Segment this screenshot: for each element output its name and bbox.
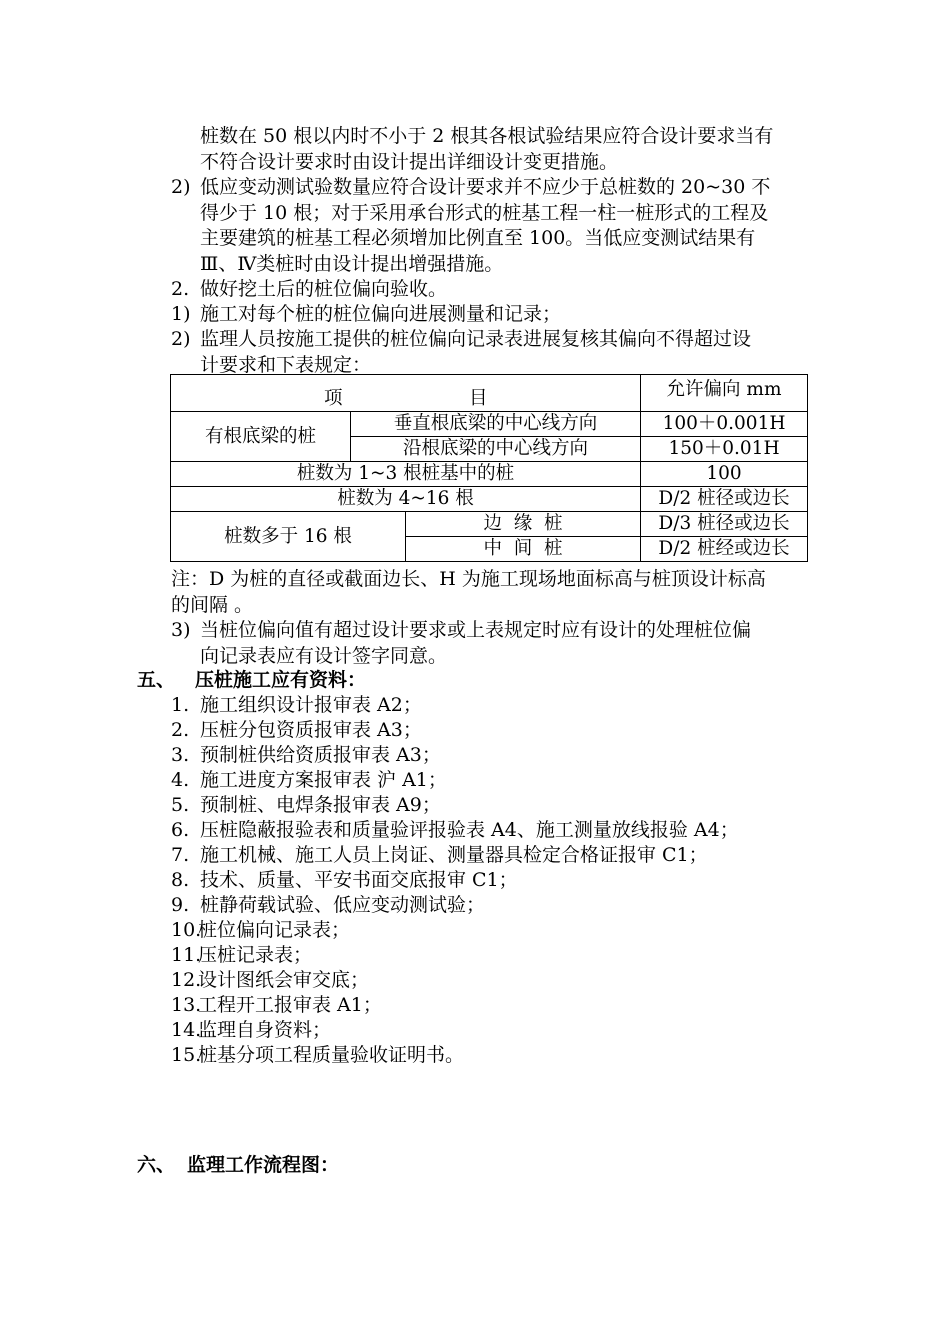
list-number: 2. xyxy=(171,278,190,300)
list-line: 主要建筑的桩基工程必须增加比例直至 100。当低应变测试结果有 xyxy=(200,227,756,249)
list-number: 8. xyxy=(171,869,190,891)
list-text: 施工组织设计报审表 A2； xyxy=(200,694,422,716)
table-row xyxy=(171,462,808,487)
section-number: 五、 xyxy=(137,669,176,691)
list-line: 做好挖土后的桩位偏向验收。 xyxy=(200,278,448,300)
table-cell: 有根底梁的桩 xyxy=(171,412,351,462)
table-header-allow: 允许偏向 mm xyxy=(641,375,808,412)
list-text: 施工进度方案报审表 沪 A1； xyxy=(200,769,447,791)
intro-line: 桩数在 50 根以内时不小于 2 根其各根试验结果应符合设计要求当有 xyxy=(200,125,774,147)
list-number: 6. xyxy=(171,819,190,841)
list-line: 得少于 10 根；对于采用承台形式的桩基工程一柱一桩形式的工程及 xyxy=(200,201,769,224)
list-number: 12. xyxy=(171,969,202,991)
table-cell: 150＋0.01H xyxy=(641,437,808,462)
list-text: 桩位偏向记录表； xyxy=(198,919,351,941)
list-text: 压桩隐蔽报验表和质量验评报验表 A4、施工测量放线报验 A4； xyxy=(200,819,739,841)
list-text: 桩静荷载试验、低应变动测试验； xyxy=(200,894,486,916)
list-number: 15. xyxy=(171,1044,202,1066)
table-cell: 桩数为 4~16 根 xyxy=(171,487,641,512)
list-text: 压桩记录表； xyxy=(198,944,313,966)
table-cell: 桩数为 1~3 根桩基中的桩 xyxy=(171,462,641,487)
list-number: 2) xyxy=(171,328,191,350)
list-line: Ⅲ、Ⅳ类桩时由设计提出增强措施。 xyxy=(200,252,504,275)
header-mu: 目 xyxy=(469,388,488,409)
table-cell: 100＋0.001H xyxy=(641,412,808,437)
list-text: 工程开工报审表 A1； xyxy=(198,994,382,1016)
table-cell: 垂直根底梁的中心线方向 xyxy=(351,412,641,437)
section-title: 监理工作流程图： xyxy=(187,1154,340,1176)
list-number: 11. xyxy=(171,944,202,966)
list-text: 桩基分项工程质量验收证明书。 xyxy=(198,1044,465,1066)
list-line: 计要求和下表规定： xyxy=(200,353,372,376)
list-number: 10. xyxy=(171,919,202,941)
list-text: 施工机械、施工人员上岗证、测量器具检定合格证报审 C1； xyxy=(200,844,708,866)
list-number: 3. xyxy=(171,744,190,766)
list-text: 设计图纸会审交底； xyxy=(198,969,370,991)
intro-line: 不符合设计要求时由设计提出详细设计变更措施。 xyxy=(200,150,619,173)
table-cell: 桩数多于 16 根 xyxy=(171,512,406,562)
list-number: 4. xyxy=(171,769,190,791)
table-row xyxy=(171,412,808,437)
table-row xyxy=(171,487,808,512)
note-line: 注：D 为桩的直径或截面边长、H 为施工现场地面标高与桩顶设计标高 xyxy=(171,568,766,590)
list-text: 压桩分包资质报审表 A3； xyxy=(200,719,422,741)
list-number: 2. xyxy=(171,719,190,741)
list-text: 预制桩、电焊条报审表 A9； xyxy=(200,794,441,816)
table-cell: D/2 桩径或边长 xyxy=(641,487,808,512)
list-number: 3) xyxy=(171,619,191,641)
table-header-row xyxy=(171,375,808,412)
table-cell: D/3 桩径或边长 xyxy=(641,512,808,537)
note-line: 的间隔 。 xyxy=(171,593,254,616)
table-cell: 100 xyxy=(641,462,808,487)
table-cell: D/2 桩经或边长 xyxy=(641,537,808,562)
list-number: 14. xyxy=(171,1019,202,1041)
table-cell: 边 缘 桩 xyxy=(406,512,641,537)
list-number: 2) xyxy=(171,176,191,198)
list-text: 监理自身资料； xyxy=(198,1019,332,1041)
list-line: 当桩位偏向值有超过设计要求或上表规定时应有设计的处理桩位偏 xyxy=(200,619,752,641)
section-title: 压桩施工应有资料： xyxy=(195,669,367,691)
table-header-item xyxy=(171,375,641,412)
list-text: 预制桩供给资质报审表 A3； xyxy=(200,744,441,766)
list-number: 1. xyxy=(171,694,190,716)
list-line: 低应变动测试验数量应符合设计要求并不应少于总桩数的 20~30 不 xyxy=(200,176,771,198)
header-xiang: 项 xyxy=(324,388,343,409)
list-number: 5. xyxy=(171,794,190,816)
table-cell: 中 间 桩 xyxy=(406,537,641,562)
pile-deviation-table xyxy=(170,374,808,562)
table-note xyxy=(171,567,766,618)
list-line: 监理人员按施工提供的桩位偏向记录表进展复核其偏向不得超过设 xyxy=(200,328,752,350)
table-row xyxy=(171,512,808,537)
table-cell: 沿根底梁的中心线方向 xyxy=(351,437,641,462)
list-number: 9. xyxy=(171,894,190,916)
list-number: 13. xyxy=(171,994,202,1016)
list-text: 技术、质量、平安书面交底报审 C1； xyxy=(200,869,518,891)
list-number: 1) xyxy=(171,303,191,325)
section-number: 六、 xyxy=(137,1154,176,1176)
list-line: 施工对每个桩的桩位偏向进展测量和记录； xyxy=(200,303,562,325)
list-number: 7. xyxy=(171,844,190,866)
list-line: 向记录表应有设计签字同意。 xyxy=(200,644,448,667)
